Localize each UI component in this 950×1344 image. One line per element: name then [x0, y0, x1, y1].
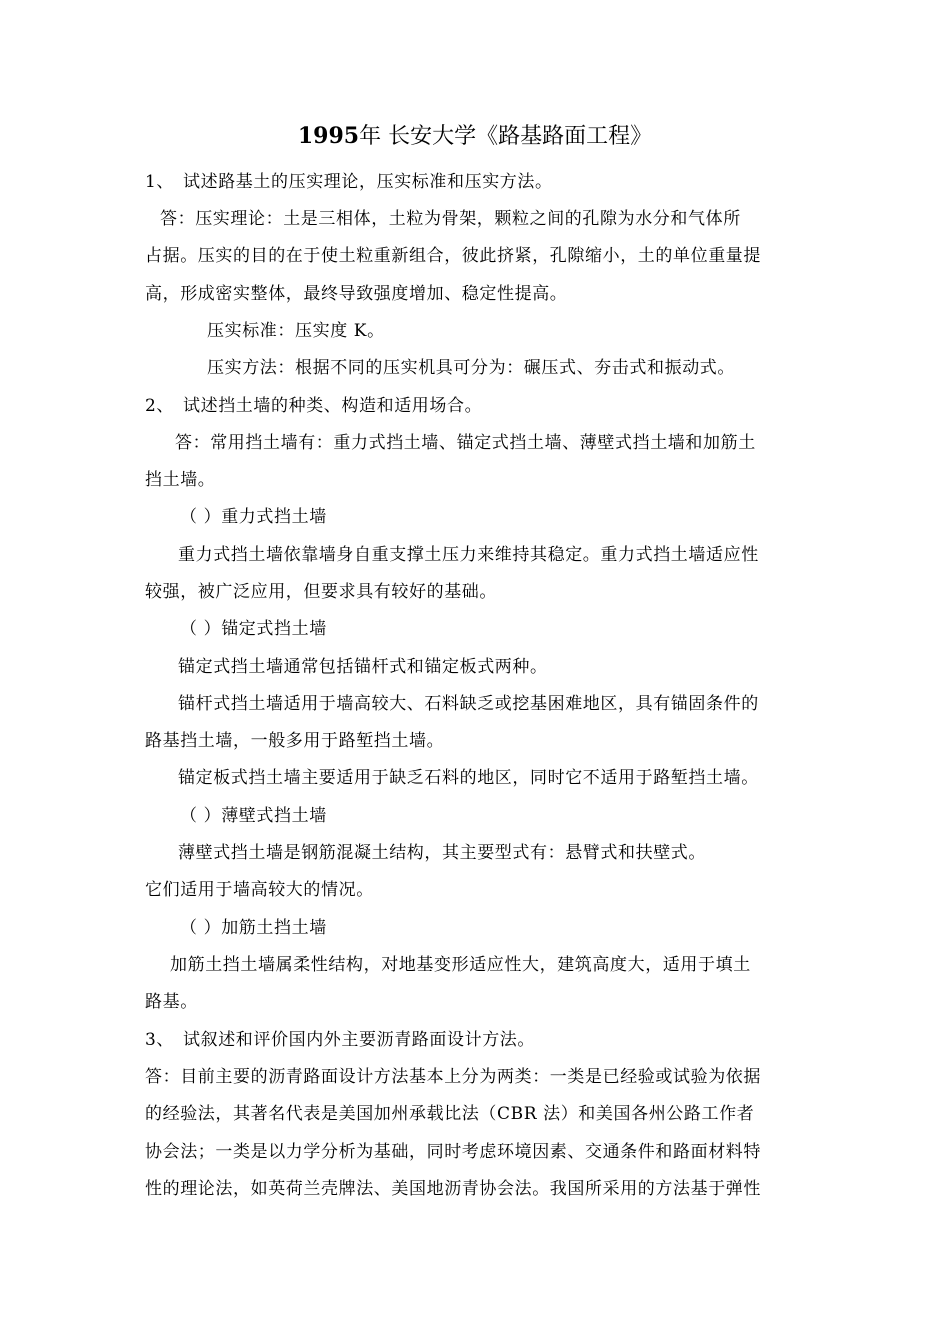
- paragraph-line: 答：常用挡土墙有：重力式挡土墙、锚定式挡土墙、薄壁式挡土墙和加筋土: [175, 433, 756, 453]
- paragraph-line: 锚定板式挡土墙主要适用于缺乏石料的地区，同时它不适用于路堑挡土墙。: [178, 768, 759, 788]
- paragraph-line: 高，形成密实整体，最终导致强度增加、稳定性提高。: [145, 284, 568, 304]
- question-text: 试叙述和评价国内外主要沥青路面设计方法。: [183, 1030, 535, 1050]
- paragraph-line: 协会法；一类是以力学分析为基础，同时考虑环境因素、交通条件和路面材料特: [145, 1142, 761, 1162]
- question-number: 2、: [145, 396, 175, 416]
- section-heading: （ ）加筋土挡土墙: [180, 918, 327, 938]
- paragraph-line: 较强，被广泛应用，但要求具有较好的基础。: [145, 582, 497, 602]
- question-text: 试述路基土的压实理论，压实标准和压实方法。: [183, 172, 553, 192]
- paragraph-line: 薄壁式挡土墙是钢筋混凝土结构，其主要型式有：悬臂式和扶壁式。: [178, 843, 706, 863]
- page-title: [0, 120, 950, 153]
- paragraph-line: 重力式挡土墙依靠墙身自重支撑土压力来维持其稳定。重力式挡土墙适应性: [178, 545, 759, 565]
- paragraph-line: 性的理论法，如英荷兰壳牌法、美国地沥青协会法。我国所采用的方法基于弹性: [145, 1179, 761, 1199]
- paragraph-line: 挡土墙。: [145, 470, 216, 490]
- question-text: 试述挡土墙的种类、构造和适用场合。: [183, 396, 483, 416]
- question-3: [145, 1028, 535, 1052]
- paragraph-line: 它们适用于墙高较大的情况。: [145, 880, 374, 900]
- paragraph-line: 占据。压实的目的在于使土粒重新组合，彼此挤紧，孔隙缩小，土的单位重量提: [145, 246, 761, 266]
- paragraph-line: 压实方法：根据不同的压实机具可分为：碾压式、夯击式和振动式。: [207, 358, 735, 378]
- paragraph-line: 加筋土挡土墙属柔性结构，对地基变形适应性大，建筑高度大，适用于填土: [170, 955, 751, 975]
- section-heading: （ ）薄壁式挡土墙: [180, 806, 327, 826]
- section-heading: （ ）重力式挡土墙: [180, 507, 327, 527]
- section-heading: （ ）锚定式挡土墙: [180, 619, 327, 639]
- question-number: 1、: [145, 172, 175, 192]
- paragraph-line: 锚杆式挡土墙适用于墙高较大、石料缺乏或挖基困难地区，具有锚固条件的: [178, 694, 759, 714]
- paragraph-line: 路基挡土墙，一般多用于路堑挡土墙。: [145, 731, 445, 751]
- paragraph-line: 答：目前主要的沥青路面设计方法基本上分为两类：一类是已经验或试验为依据: [145, 1067, 761, 1087]
- paragraph-line: 压实标准：压实度 K。: [207, 321, 385, 341]
- title-text: 年 长安大学《路基路面工程》: [359, 124, 653, 149]
- question-2: [145, 394, 482, 418]
- paragraph-line: 锚定式挡土墙通常包括锚杆式和锚定板式两种。: [178, 657, 548, 677]
- question-1: [145, 170, 553, 194]
- title-year: 1995: [297, 123, 360, 149]
- question-number: 3、: [145, 1030, 175, 1050]
- paragraph-line: 答：压实理论：土是三相体，土粒为骨架，颗粒之间的孔隙为水分和气体所: [160, 209, 741, 229]
- paragraph-line: 路基。: [145, 992, 198, 1012]
- paragraph-line: 的经验法，其著名代表是美国加州承载比法（CBR 法）和美国各州公路工作者: [145, 1104, 755, 1124]
